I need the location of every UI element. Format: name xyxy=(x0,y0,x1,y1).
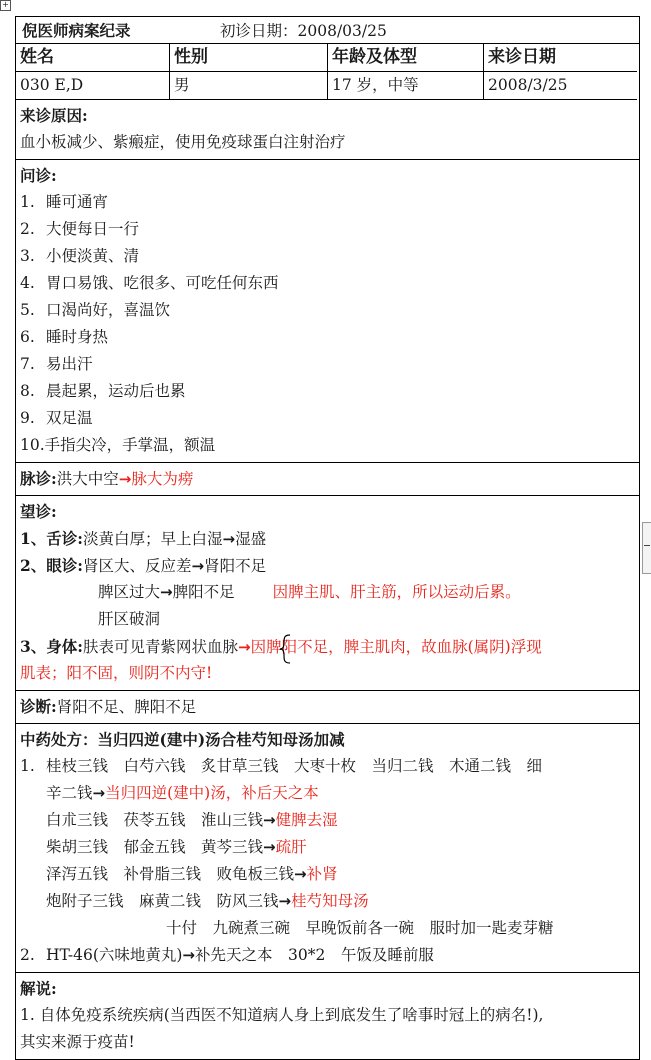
item-number: 3. xyxy=(20,247,35,265)
reason-text: 血小板减少、紫瘢症，使用免疫球蛋白注射治疗 xyxy=(20,133,346,151)
list-item xyxy=(20,405,635,432)
tongue-result: 湿盛 xyxy=(235,530,267,548)
item-text: 晨起累，运动后也累 xyxy=(46,382,186,400)
inquiry-section xyxy=(16,160,639,463)
arrow-icon: → xyxy=(263,838,276,856)
reason-section xyxy=(16,100,639,160)
column-header-visit-date: 来诊日期 xyxy=(484,44,637,72)
item-number: 5. xyxy=(20,301,35,319)
tongue-text: 淡黄白厚；早上白湿 xyxy=(83,530,223,548)
item-number: 1. xyxy=(20,757,35,775)
list-item xyxy=(20,270,635,297)
inquiry-label: 问诊: xyxy=(20,166,57,185)
list-item xyxy=(20,432,635,459)
diagnosis-text: 肾阳不足、脾阳不足 xyxy=(56,698,197,716)
arrow-icon: → xyxy=(238,638,251,656)
item-text: 大便每日一行 xyxy=(46,220,140,238)
patient-info-grid xyxy=(16,44,639,100)
list-item xyxy=(20,297,635,324)
arrow-icon: → xyxy=(182,946,195,964)
patient-age: 17 岁，中等 xyxy=(328,72,484,100)
body-note-1: 因脾阳不足，脾主肌肉，故血脉(属阴)浮现 xyxy=(250,638,542,656)
eye-text-liver: 肝区破洞 xyxy=(98,610,161,628)
patient-name: 030 E,D xyxy=(16,72,170,100)
pulse-section xyxy=(16,463,639,496)
eye-result-spleen: 脾阳不足 xyxy=(172,583,235,601)
item-number: 9. xyxy=(20,409,35,427)
anchor-icon: + xyxy=(0,0,11,11)
pulse-label: 脉诊: xyxy=(20,469,57,488)
arrow-icon: → xyxy=(118,470,132,488)
eye-text-spleen: 脾区过大 xyxy=(98,583,161,601)
arrow-icon: → xyxy=(191,557,205,575)
item-text: 睡时身热 xyxy=(46,328,109,346)
eye-result-kidney: 肾阳不足 xyxy=(204,557,267,575)
column-header-name: 姓名 xyxy=(16,44,170,72)
prescription-label: 中药处方：当归四逆(建中)汤合桂芍知母汤加减 xyxy=(20,730,345,749)
list-item xyxy=(20,189,635,216)
arrow-icon: → xyxy=(263,811,276,829)
prescription-line-4: 柴胡三钱 郁金五钱 黄芩三钱 xyxy=(46,838,264,856)
patient-visit-date: 2008/3/25 xyxy=(484,72,637,100)
diagnosis-section xyxy=(16,691,639,724)
arrow-icon: → xyxy=(222,530,236,548)
body-note-2: 肌表；阳不固，则阴不内守! xyxy=(20,664,213,682)
prescription-note-3: 健脾去湿 xyxy=(275,811,338,829)
brace-icon xyxy=(278,634,292,664)
prescription-line-3: 白朮三钱 茯苓五钱 淮山三钱 xyxy=(46,811,264,829)
reason-label: 来诊原因: xyxy=(20,106,88,125)
case-record-table xyxy=(15,16,640,1060)
explanation-text-2: 其实来源于疫苗! xyxy=(20,1033,135,1051)
prescription-line-2: 辛二钱 xyxy=(46,784,93,802)
body-text: 肤表可见青紫网状血脉 xyxy=(83,638,239,656)
eye-note: 因脾主肌、肝主筋，所以运动后累。 xyxy=(272,583,521,601)
eye-text-kidney: 肾区大、反应差 xyxy=(83,557,192,575)
prescription-note-5: 补肾 xyxy=(306,865,338,883)
prescription-dosage: 十付 九碗煮三碗 早晚饭前各一碗 服时加一匙麦芽糖 xyxy=(166,919,554,937)
explanation-label: 解说: xyxy=(20,979,57,998)
item-number: 1. xyxy=(20,1006,35,1024)
item-text: 胃口易饿、吃很多、可吃任何东西 xyxy=(46,274,279,292)
item-text: 易出汗 xyxy=(46,355,93,373)
item-text: 手指尖冷，手掌温，额温 xyxy=(44,436,216,454)
prescription-note-4: 疏肝 xyxy=(275,838,307,856)
page-edge-tab[interactable] xyxy=(642,522,651,574)
prescription-line-5: 泽泻五钱 补骨脂三钱 败龟板三钱 xyxy=(46,865,295,883)
item-text: 口渴尚好，喜温饮 xyxy=(46,301,171,319)
explanation-section xyxy=(16,973,639,1059)
diagnosis-label: 诊断: xyxy=(20,697,57,716)
item-number: 6. xyxy=(20,328,35,346)
arrow-icon: → xyxy=(278,892,292,910)
item-number: 1. xyxy=(20,193,35,211)
arrow-icon: → xyxy=(92,784,106,802)
item-text: 睡可通宵 xyxy=(46,193,109,211)
list-item xyxy=(20,378,635,405)
prescription-line-6: 炮附子三钱 麻黄二钱 防风三钱 xyxy=(46,892,279,910)
list-item xyxy=(20,243,635,270)
explanation-text-1: 自体免疫系统疾病(当西医不知道病人身上到底发生了啥事时冠上的病名!), xyxy=(39,1006,544,1024)
record-header xyxy=(16,17,639,44)
record-title: 倪医师病案纪录 xyxy=(22,21,131,40)
item-number: 2. xyxy=(20,946,35,964)
list-item xyxy=(20,216,635,243)
item-text: 小便淡黄、清 xyxy=(46,247,140,265)
observation-label: 望诊: xyxy=(20,502,57,521)
item-number: 2. xyxy=(20,220,35,238)
item-number: 8. xyxy=(20,382,35,400)
item-number: 7. xyxy=(20,355,35,373)
arrow-icon: → xyxy=(294,865,307,883)
tongue-label: 1、舌诊: xyxy=(20,529,84,548)
prescription-line-1: 桂枝三钱 白芍六钱 炙甘草三钱 大枣十枚 当归二钱 木通二钱 细 xyxy=(46,757,543,775)
arrow-icon: → xyxy=(160,583,173,601)
prescription-item-2: HT-46(六味地黄丸) xyxy=(46,946,183,964)
list-item xyxy=(20,324,635,351)
pulse-text: 洪大中空 xyxy=(56,470,119,488)
patient-sex: 男 xyxy=(170,72,328,100)
first-visit-date: 初诊日期：2008/03/25 xyxy=(220,22,387,40)
item-number: 4. xyxy=(20,274,35,292)
prescription-note-6: 桂芍知母汤 xyxy=(291,892,369,910)
item-text: 双足温 xyxy=(46,409,93,427)
column-header-age: 年龄及体型 xyxy=(328,44,484,72)
prescription-item-2-rest: 补先天之本 30*2 午饭及睡前服 xyxy=(195,946,434,964)
prescription-section xyxy=(16,724,639,973)
prescription-note-2: 当归四逆(建中)汤，补后天之本 xyxy=(105,784,319,802)
pulse-note: 脉大为痨 xyxy=(131,470,194,488)
item-number: 10. xyxy=(20,436,45,454)
body-label: 3、身体: xyxy=(20,637,84,656)
list-item xyxy=(20,351,635,378)
column-header-sex: 性别 xyxy=(170,44,328,72)
observation-section xyxy=(16,496,639,691)
eye-label: 2、眼诊: xyxy=(20,556,84,575)
